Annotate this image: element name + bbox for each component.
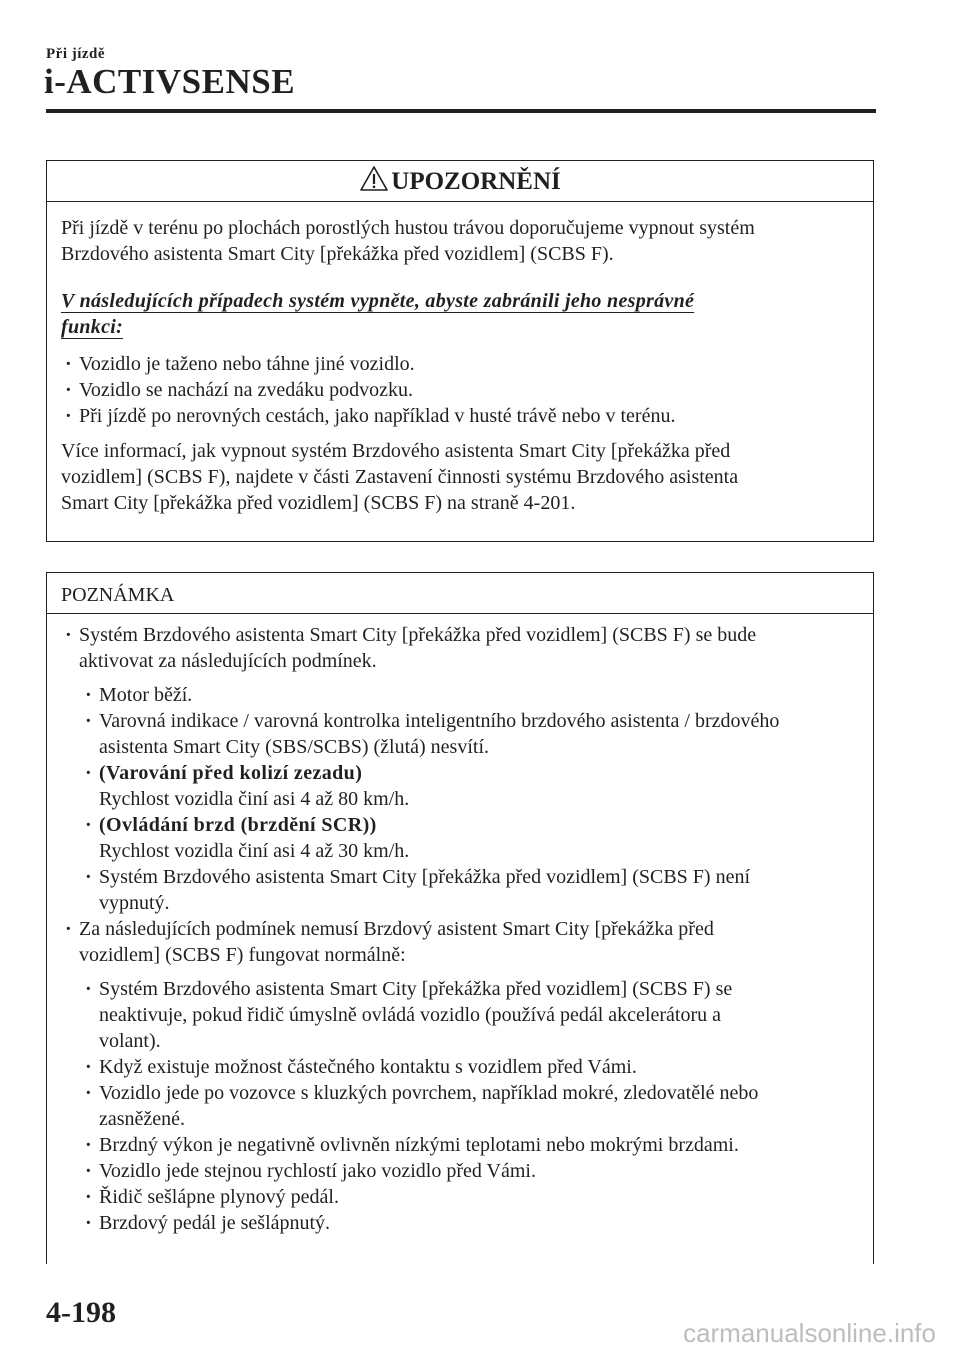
list-item (81, 1080, 859, 1132)
list-item: · Motor běží. (81, 682, 859, 708)
warning-subheading (61, 288, 859, 340)
condition-heading: (Ovládání brzd (brzdění SCR)) (99, 814, 377, 836)
list-item (61, 622, 859, 674)
warning-title: UPOZORNĚNÍ (391, 168, 561, 195)
line: funkci: (61, 316, 124, 338)
line: Systém Brzdového asistenta Smart City [překážka před vozidlem] (SCBS F) se bude (79, 624, 757, 646)
line: Varovná indikace / varovná kontrolka inteligentního brzdového asistenta / brzdového (99, 710, 780, 732)
list-item: · Vozidlo je taženo nebo táhne jiné vozidlo. (61, 351, 859, 377)
line: V následujících případech systém vypněte, abyste zabránili jeho nesprávné (61, 290, 695, 312)
page-number: 4-198 (46, 1296, 116, 1329)
note-header (47, 573, 873, 614)
warning-paragraph-1 (61, 215, 859, 267)
line: Systém Brzdového asistenta Smart City [překážka před vozidlem] (SCBS F) se (99, 978, 733, 1000)
header-rule (46, 109, 876, 113)
line: Za následujících podmínek nemusí Brzdový asistent Smart City [překážka před (79, 918, 714, 940)
line: vozidlem] (SCBS F), najdete v části Zastavení činnosti systému Brzdového asistenta (61, 466, 739, 488)
list-item (81, 760, 859, 812)
line: aktivovat za následujících podmínek. (79, 650, 377, 672)
line: Více informací, jak vypnout systém Brzdového asistenta Smart City [překážka před (61, 440, 731, 462)
line: asistenta Smart City (SBS/SCBS) (žlutá) nesvítí. (99, 736, 489, 758)
list-item: · Brzdný výkon je negativně ovlivněn nízkými teplotami nebo mokrými brzdami. (81, 1132, 859, 1158)
warning-paragraph-2 (61, 438, 859, 516)
list-item: · Vozidlo se nachází na zvedáku podvozku. (61, 377, 859, 403)
list-item (81, 976, 859, 1054)
line: Rychlost vozidla činí asi 4 až 80 km/h. (99, 788, 410, 810)
line: neaktivuje, pokud řidič úmyslně ovládá vozidlo (používá pedál akcelerátoru a (99, 1004, 722, 1026)
list-item (61, 916, 859, 968)
line: zasněžené. (99, 1108, 186, 1130)
condition-heading: (Varování před kolizí zezadu) (99, 762, 363, 784)
list-item (81, 864, 859, 916)
line: vozidlem] (SCBS F) fungovat normálně: (79, 944, 406, 966)
warning-triangle-icon (359, 165, 389, 192)
watermark: carmanualsonline.info (683, 1318, 936, 1348)
list-item: · Když existuje možnost částečného kontaktu s vozidlem před Vámi. (81, 1054, 859, 1080)
line: Brzdového asistenta Smart City [překážka před vozidlem] (SCBS F). (61, 243, 614, 265)
line: Vozidlo jede po vozovce s kluzkých povrchem, například mokré, zledovatělé nebo (99, 1082, 759, 1104)
list-item: · Při jízdě po nerovných cestách, jako například v husté trávě nebo v terénu. (61, 403, 859, 429)
line: Při jízdě v terénu po plochách porostlých hustou trávou doporučujeme vypnout systém (61, 217, 755, 239)
warning-header (47, 161, 873, 202)
line: vypnutý. (99, 892, 170, 914)
note-box (46, 572, 874, 1264)
line: volant). (99, 1030, 161, 1052)
line: Systém Brzdového asistenta Smart City [překážka před vozidlem] (SCBS F) není (99, 866, 750, 888)
line: Rychlost vozidla činí asi 4 až 30 km/h. (99, 840, 410, 862)
section-label: Při jízdě (46, 46, 106, 62)
list-item (81, 812, 859, 864)
list-item: · Brzdový pedál je sešlápnutý. (81, 1210, 859, 1236)
warning-box (46, 160, 874, 542)
list-item: · Vozidlo jede stejnou rychlostí jako vozidlo před Vámi. (81, 1158, 859, 1184)
list-item (81, 708, 859, 760)
page-title: i-ACTIVSENSE (44, 62, 296, 101)
line: Smart City [překážka před vozidlem] (SCBS F) na straně 4-201. (61, 492, 576, 514)
list-item: · Řidič sešlápne plynový pedál. (81, 1184, 859, 1210)
note-title: POZNÁMKA (61, 584, 175, 606)
